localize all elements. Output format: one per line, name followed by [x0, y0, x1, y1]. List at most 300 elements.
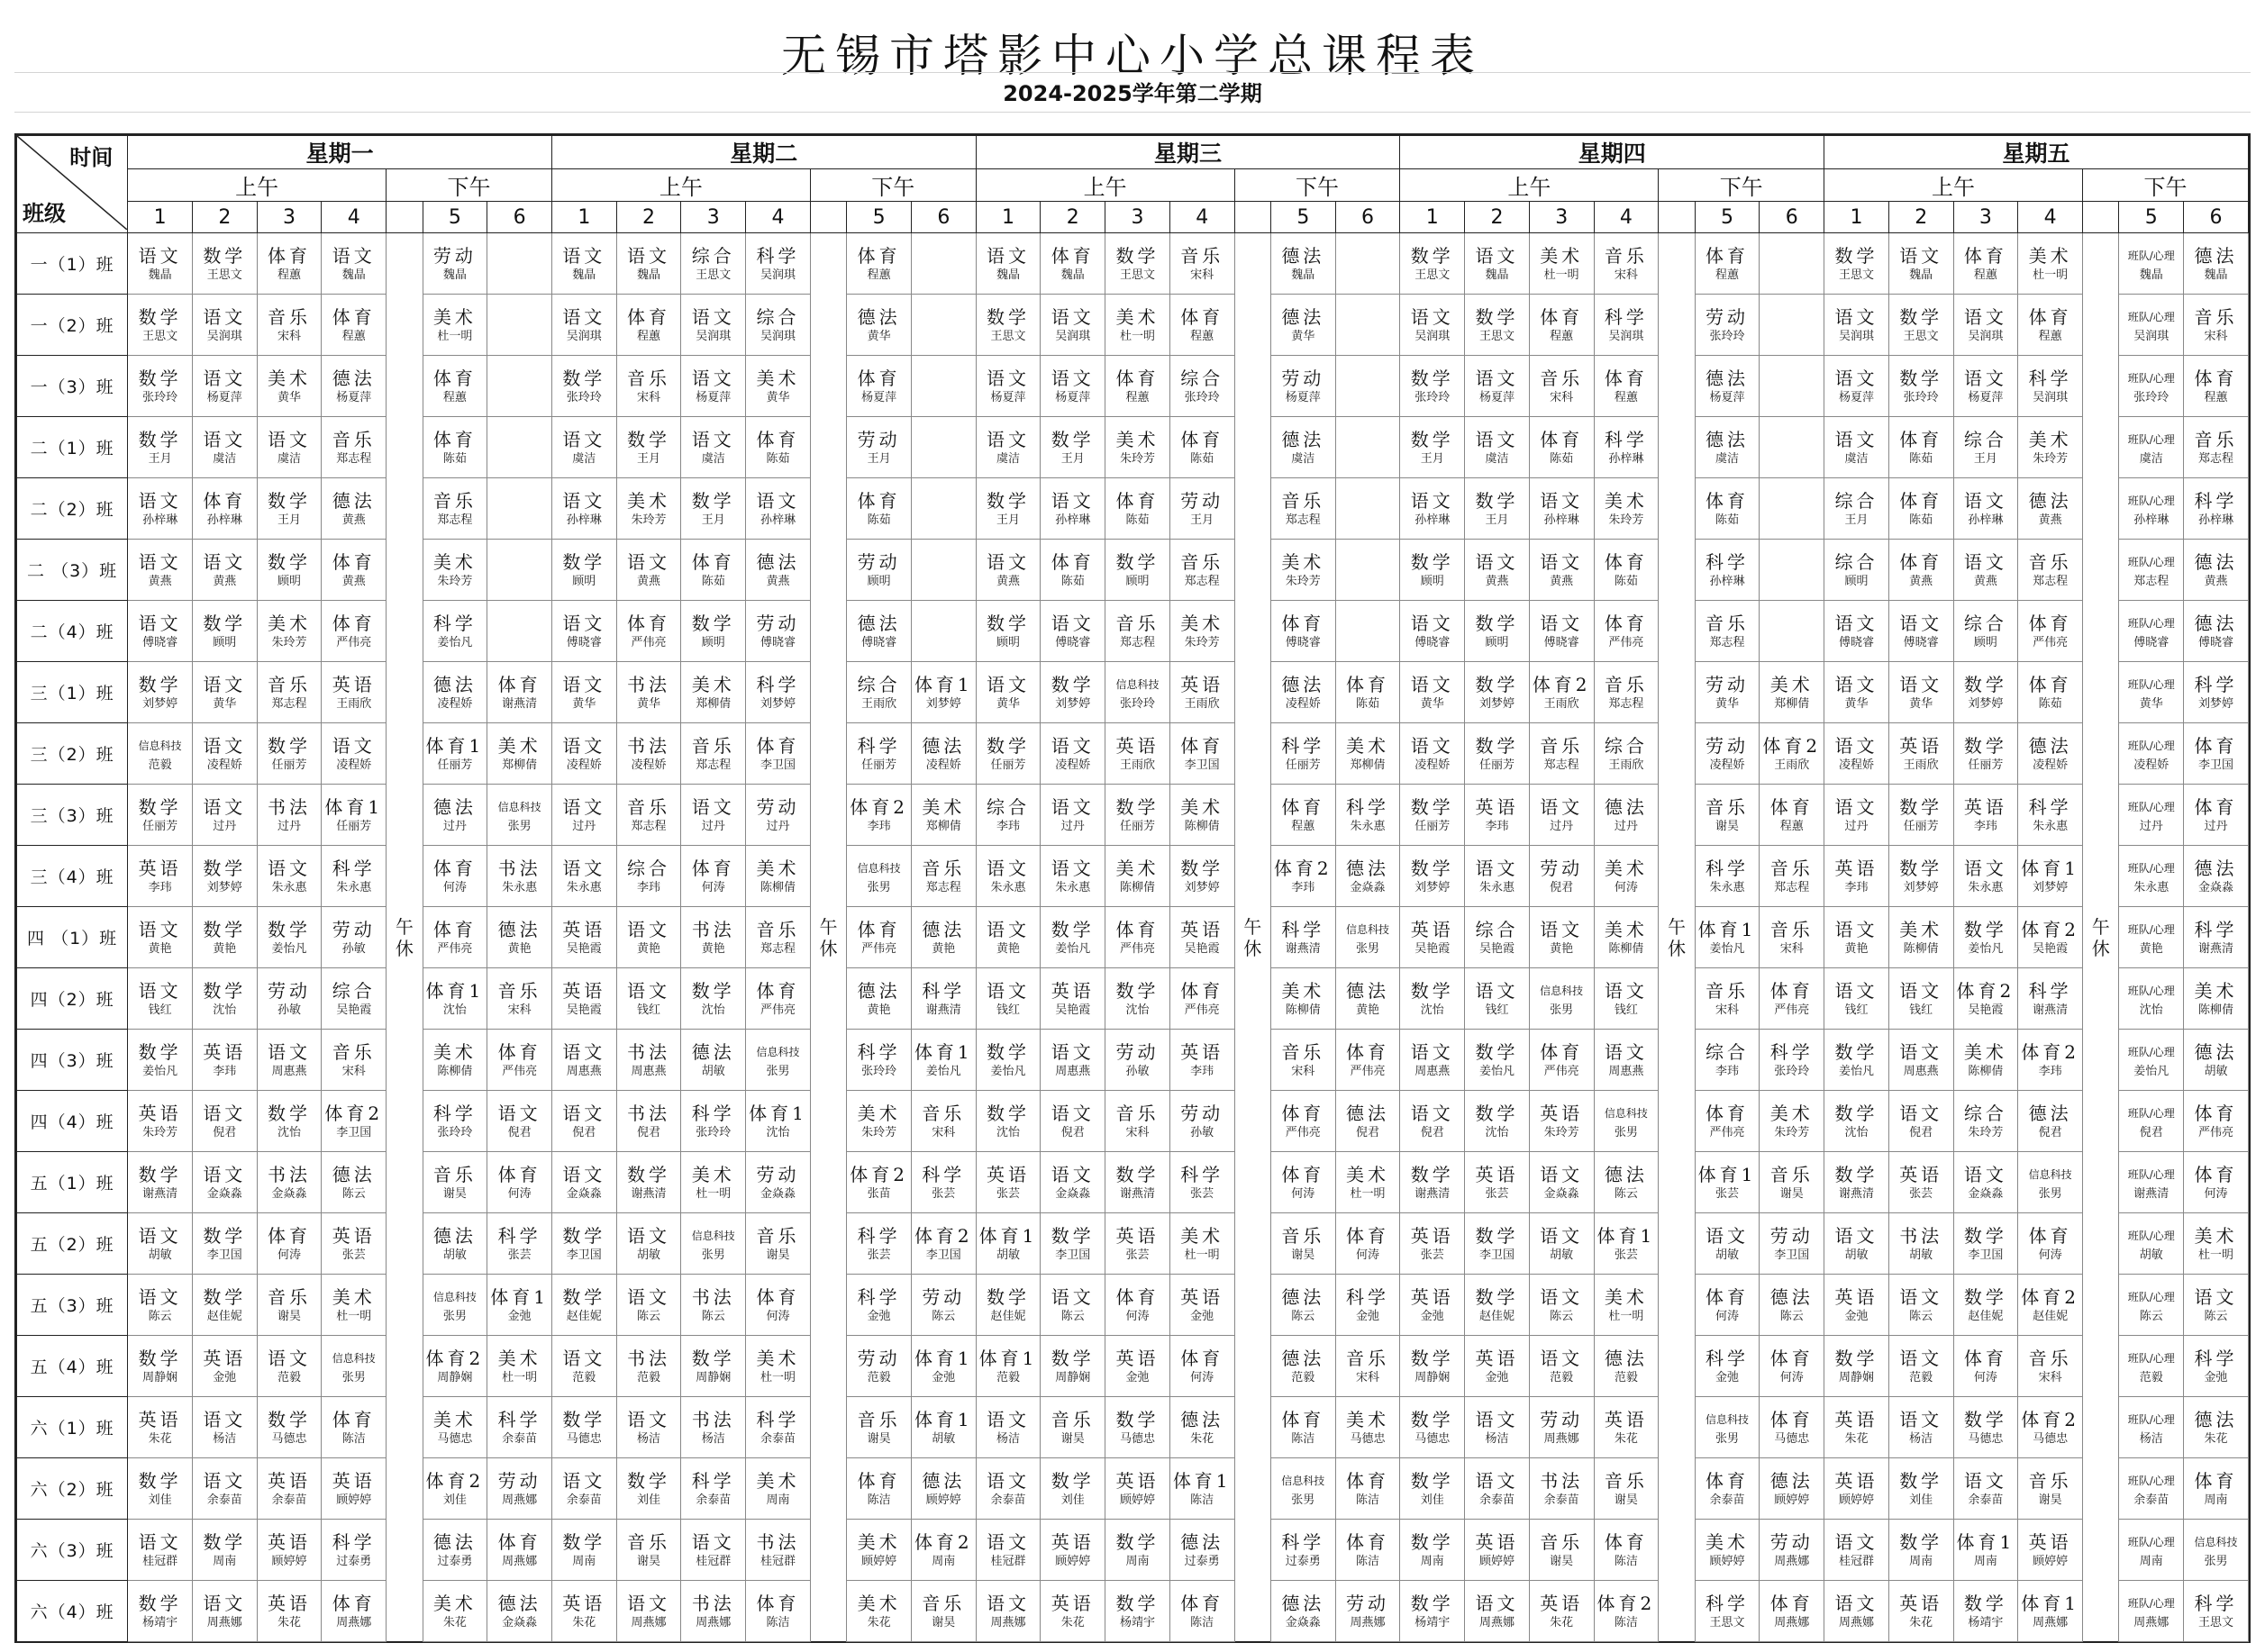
lesson-cell [1400, 356, 1465, 417]
lesson-cell [1270, 1213, 1335, 1275]
subject: 语文 [138, 1224, 182, 1247]
teacher: 胡敏 [1909, 1248, 1933, 1262]
subject: 英语 [1180, 1040, 1224, 1063]
teacher: 余泰苗 [1968, 1493, 2004, 1507]
time-label: 时间 [69, 145, 114, 170]
lesson-cell [2119, 356, 2184, 417]
subject: 语文 [1899, 1347, 1943, 1369]
subject: 体育 [627, 612, 671, 634]
teacher: 王思文 [1838, 268, 1874, 282]
subject: 数学 [1115, 795, 1160, 818]
subject: 体育 [1180, 428, 1224, 450]
lesson-cell [1594, 1336, 1659, 1397]
subject: 语文 [562, 612, 606, 634]
teacher: 凌程娇 [437, 696, 473, 711]
lesson-cell [976, 846, 1041, 907]
lesson-cell [1105, 295, 1170, 356]
teacher: 周燕娜 [990, 1615, 1026, 1629]
subject: 体育 [1604, 1530, 1648, 1553]
lesson-cell [1335, 1030, 1400, 1091]
subject: 语文 [562, 244, 606, 267]
lesson-cell [1953, 907, 2018, 968]
subject: 美术 [756, 857, 800, 879]
lesson-cell [847, 1458, 912, 1520]
morning-header: 上午 [128, 169, 387, 202]
subject: 数学 [562, 1408, 606, 1430]
period-number: 1 [551, 202, 616, 233]
subject: 班队/心理 [2127, 739, 2175, 752]
teacher: 顾明 [701, 635, 725, 649]
lesson-cell [976, 785, 1041, 846]
lesson-cell [1594, 1091, 1659, 1152]
lesson-cell [2184, 417, 2249, 478]
teacher: 姜怡凡 [1478, 1064, 1515, 1078]
lesson-cell [551, 846, 616, 907]
subject: 美术 [1604, 1285, 1648, 1308]
lesson-cell [2184, 1030, 2249, 1091]
subject: 语文 [1051, 1163, 1095, 1185]
lesson-cell [322, 1397, 387, 1458]
afternoon-header: 下午 [1234, 169, 1400, 202]
subject: 美术 [1706, 1530, 1750, 1553]
subject: 语文 [203, 1469, 247, 1492]
subject: 音乐 [332, 1040, 376, 1063]
afternoon-header: 下午 [2082, 169, 2248, 202]
lesson-cell [1169, 846, 1234, 907]
lesson-cell [1041, 662, 1105, 723]
teacher: 桂冠群 [142, 1554, 178, 1568]
subject: 语文 [987, 244, 1031, 267]
day-header: 星期二 [551, 136, 976, 169]
lesson-cell [1760, 785, 1824, 846]
subject: 音乐 [1769, 857, 1814, 879]
teacher: 倪君 [507, 1125, 532, 1139]
teacher: 张玲玲 [1414, 390, 1451, 404]
subject: 劳动 [756, 1163, 800, 1185]
teacher: 张玲玲 [2133, 390, 2169, 404]
subject: 科学 [857, 1285, 901, 1308]
teacher: 过丹 [701, 819, 725, 833]
period-gap [387, 202, 423, 233]
teacher: 傅晓睿 [142, 635, 178, 649]
lesson-cell [192, 1030, 257, 1091]
teacher: 张玲玲 [696, 1125, 732, 1139]
teacher: 周南 [1125, 1554, 1150, 1568]
subject: 音乐 [1051, 1408, 1095, 1430]
teacher: 黄艳 [2139, 941, 2163, 956]
teacher: 任丽芳 [1414, 819, 1451, 833]
subject: 数学 [1410, 550, 1454, 573]
lesson-cell [423, 968, 487, 1030]
teacher: 虞洁 [1485, 451, 1509, 466]
lesson-cell [1888, 662, 1953, 723]
lesson-cell [911, 968, 976, 1030]
teacher: 沈怡 [1420, 1003, 1444, 1017]
teacher: 严伟亮 [1184, 1003, 1220, 1017]
subject: 数学 [987, 1285, 1031, 1308]
teacher: 黄华 [1291, 329, 1315, 343]
subject: 语文 [1540, 1347, 1584, 1369]
lesson-cell [1169, 478, 1234, 540]
lesson-cell [487, 1336, 552, 1397]
teacher: 王思文 [142, 329, 178, 343]
lesson-cell [2184, 601, 2249, 662]
lesson-cell [1400, 1397, 1465, 1458]
lesson-cell [423, 723, 487, 785]
subject: 书法 [268, 795, 312, 818]
teacher: 周南 [1973, 1554, 1997, 1568]
lesson-cell [487, 1458, 552, 1520]
subject: 信息科技 [1604, 1106, 1648, 1120]
period-number: 3 [257, 202, 322, 233]
teacher: 杨洁 [1485, 1431, 1509, 1446]
lesson-cell [746, 417, 811, 478]
subject: 美术 [1604, 918, 1648, 940]
subject: 书法 [691, 1285, 735, 1308]
lesson-cell [746, 1581, 811, 1642]
subject: 语文 [1706, 1224, 1750, 1247]
teacher: 黄艳 [1844, 941, 1869, 956]
lesson-cell [257, 1091, 322, 1152]
teacher: 黄燕 [341, 513, 366, 527]
subject: 体育 [1899, 428, 1943, 450]
lesson-cell [847, 295, 912, 356]
teacher: 刘梦婷 [206, 880, 242, 894]
teacher: 张芸 [341, 1248, 366, 1262]
subject: 语文 [203, 1592, 247, 1614]
empty-cell [487, 356, 552, 417]
subject: 体育 [2194, 1163, 2238, 1185]
subject: 语文 [1963, 305, 2007, 328]
subject: 语文 [1051, 857, 1095, 879]
lesson-cell [1270, 785, 1335, 846]
lesson-cell [1529, 233, 1594, 295]
teacher: 王雨欣 [1903, 758, 1939, 772]
subject: 英语 [1899, 1163, 1943, 1185]
lesson-cell [128, 907, 193, 968]
teacher: 杨靖宇 [1414, 1615, 1451, 1629]
lesson-cell [1888, 907, 1953, 968]
lesson-cell [322, 540, 387, 601]
subject: 体育1 [1172, 1469, 1232, 1492]
teacher: 李卫国 [925, 1248, 961, 1262]
subject: 信息科技 [857, 861, 901, 875]
lesson-cell [1041, 723, 1105, 785]
subject: 德法 [432, 673, 477, 695]
lesson-cell [551, 968, 616, 1030]
subject: 体育2 [850, 795, 908, 818]
lesson-cell [746, 1336, 811, 1397]
teacher: 张芸 [867, 1248, 891, 1262]
lesson-cell [1824, 968, 1889, 1030]
teacher: 周南 [572, 1554, 596, 1568]
teacher: 何涛 [1715, 1309, 1740, 1323]
subject: 音乐 [432, 1163, 477, 1185]
lesson-cell [322, 1275, 387, 1336]
teacher: 金弛 [1485, 1370, 1509, 1384]
subject: 数学 [1180, 857, 1224, 879]
lesson-cell [746, 1030, 811, 1091]
lesson-cell [681, 1397, 746, 1458]
subject: 数学 [138, 1592, 182, 1614]
subject: 体育 [691, 550, 735, 573]
subject: 书法 [627, 1347, 671, 1369]
teacher: 朱花 [1550, 1615, 1574, 1629]
teacher: 吴润琪 [2133, 329, 2169, 343]
teacher: 顾婷婷 [1774, 1493, 1810, 1507]
subject: 语文 [562, 795, 606, 818]
lesson-cell [1270, 1030, 1335, 1091]
subject: 德法 [691, 1040, 735, 1063]
teacher: 虞洁 [1291, 451, 1315, 466]
lesson-cell [2119, 785, 2184, 846]
class-name: 二（1）班 [17, 417, 128, 478]
teacher: 朱花 [2204, 1431, 2228, 1446]
teacher: 刘梦婷 [1055, 696, 1091, 711]
teacher: 沈怡 [2139, 1003, 2163, 1017]
subject: 语文 [1899, 673, 1943, 695]
teacher: 陈洁 [766, 1615, 790, 1629]
teacher: 张男 [1614, 1125, 1638, 1139]
teacher: 谢燕清 [1119, 1186, 1155, 1201]
subject: 语文 [1899, 612, 1943, 634]
lesson-cell [1760, 968, 1824, 1030]
subject: 德法 [1281, 673, 1325, 695]
subject: 德法 [2028, 734, 2072, 757]
teacher: 范毅 [1550, 1370, 1574, 1384]
lesson-cell [423, 1581, 487, 1642]
lesson-cell [1953, 1397, 2018, 1458]
teacher: 任丽芳 [990, 758, 1026, 772]
teacher: 朱玲芳 [1285, 574, 1321, 588]
subject: 体育1 [1697, 1163, 1757, 1185]
lesson-cell [1041, 233, 1105, 295]
teacher: 金焱淼 [271, 1186, 307, 1201]
teacher: 虞洁 [572, 451, 596, 466]
teacher: 朱花 [1190, 1431, 1214, 1446]
lesson-cell [1953, 662, 2018, 723]
subject: 数学 [627, 1163, 671, 1185]
lesson-cell [192, 295, 257, 356]
lesson-cell [681, 1213, 746, 1275]
subject: 德法 [432, 1530, 477, 1553]
teacher: 程蕙 [1190, 329, 1214, 343]
subject: 语文 [1475, 857, 1519, 879]
subject: 数学 [1410, 244, 1454, 267]
subject: 体育1 [978, 1224, 1038, 1247]
lesson-cell [1953, 417, 2018, 478]
subject: 音乐 [268, 1285, 312, 1308]
lesson-cell [2184, 295, 2249, 356]
lesson-cell [1594, 1275, 1659, 1336]
lesson-cell [128, 846, 193, 907]
subject: 美术 [691, 1163, 735, 1185]
teacher: 宋科 [637, 390, 661, 404]
lesson-cell [2119, 1581, 2184, 1642]
class-row [17, 478, 2249, 540]
teacher: 姜怡凡 [925, 1064, 961, 1078]
lesson-cell [423, 478, 487, 540]
subject: 体育2 [2021, 918, 2079, 940]
lesson-cell [1594, 540, 1659, 601]
subject: 英语 [138, 1102, 182, 1124]
teacher: 刘梦婷 [925, 696, 961, 711]
period-number: 3 [1529, 202, 1594, 233]
teacher: 张玲玲 [861, 1064, 897, 1078]
subject: 语文 [1051, 1102, 1095, 1124]
class-name: 五（3）班 [17, 1275, 128, 1336]
subject: 劳动 [1769, 1224, 1814, 1247]
teacher: 陈茹 [867, 513, 891, 527]
subject: 数学 [1410, 1408, 1454, 1430]
lesson-cell [1169, 1091, 1234, 1152]
subject: 德法 [2028, 489, 2072, 512]
subject: 劳动 [1180, 489, 1224, 512]
teacher: 吴润琪 [696, 329, 732, 343]
subject: 美术 [432, 1592, 477, 1614]
teacher: 陈云 [701, 1309, 725, 1323]
subject: 科学 [2194, 918, 2238, 940]
lesson-cell [1105, 417, 1170, 478]
lesson-cell [192, 968, 257, 1030]
class-name: 一（2）班 [17, 295, 128, 356]
lesson-cell [257, 1397, 322, 1458]
teacher: 倪君 [213, 1125, 237, 1139]
teacher: 凌程娇 [1055, 758, 1091, 772]
subject: 数学 [1115, 1163, 1160, 1185]
subject: 体育 [1180, 734, 1224, 757]
teacher: 金弛 [932, 1370, 956, 1384]
lesson-cell [2018, 1336, 2083, 1397]
subject: 数学 [1115, 550, 1160, 573]
teacher: 杨夏萍 [696, 390, 732, 404]
lesson-cell [1953, 968, 2018, 1030]
subject: 美术 [922, 795, 966, 818]
teacher: 黄燕 [2204, 574, 2228, 588]
lesson-cell [1335, 785, 1400, 846]
teacher: 朱永惠 [1478, 880, 1515, 894]
subject: 综合 [332, 979, 376, 1002]
teacher: 陈茹 [1060, 574, 1085, 588]
lesson-cell [487, 662, 552, 723]
subject: 科学 [1281, 1530, 1325, 1553]
lesson-cell [1105, 723, 1170, 785]
lesson-cell [2018, 1152, 2083, 1213]
teacher: 陈茹 [2038, 696, 2062, 711]
subject: 体育 [1346, 1040, 1390, 1063]
teacher: 黄艳 [932, 941, 956, 956]
lesson-cell [746, 785, 811, 846]
subject: 美术 [1180, 795, 1224, 818]
subject: 书法 [1899, 1224, 1943, 1247]
lesson-cell [2184, 478, 2249, 540]
lesson-cell [1105, 662, 1170, 723]
teacher: 陈柳倩 [1608, 941, 1644, 956]
subject: 语文 [268, 428, 312, 450]
lesson-cell [976, 1152, 1041, 1213]
lesson-cell [257, 846, 322, 907]
lesson-cell [128, 233, 193, 295]
subject: 英语 [332, 1224, 376, 1247]
teacher: 虞洁 [213, 451, 237, 466]
subject: 音乐 [1115, 612, 1160, 634]
teacher: 余泰苗 [271, 1493, 307, 1507]
lesson-cell [2018, 907, 2083, 968]
lesson-cell [616, 1397, 681, 1458]
subject: 音乐 [332, 428, 376, 450]
subject: 语文 [1475, 550, 1519, 573]
period-number: 2 [1888, 202, 1953, 233]
lesson-cell [616, 601, 681, 662]
lesson-cell [746, 601, 811, 662]
lesson-cell [1335, 1275, 1400, 1336]
lesson-cell [1824, 478, 1889, 540]
subject: 科学 [2028, 795, 2072, 818]
subject: 班队/心理 [2127, 555, 2175, 568]
lesson-cell [616, 1336, 681, 1397]
subject: 体育2 [2021, 1040, 2079, 1063]
lesson-cell [1169, 968, 1234, 1030]
lesson-cell [1888, 1213, 1953, 1275]
subject: 数学 [691, 612, 735, 634]
subject: 体育 [432, 367, 477, 389]
lesson-cell [551, 540, 616, 601]
teacher: 何涛 [1125, 1309, 1150, 1323]
lesson-cell [1953, 1152, 2018, 1213]
subject: 数学 [268, 1102, 312, 1124]
subject: 体育 [756, 979, 800, 1002]
subject: 英语 [138, 857, 182, 879]
lesson-cell [746, 1397, 811, 1458]
subject: 体育 [857, 1469, 901, 1492]
subject: 劳动 [1769, 1530, 1814, 1553]
subject: 美术 [497, 1347, 541, 1369]
lesson-cell [1824, 356, 1889, 417]
subject: 数学 [987, 489, 1031, 512]
subject: 班队/心理 [2127, 1167, 2175, 1181]
subject: 体育 [432, 428, 477, 450]
subject: 数学 [1963, 1285, 2007, 1308]
subject: 语文 [1604, 1040, 1648, 1063]
subject: 数学 [1834, 1102, 1878, 1124]
lesson-cell [1270, 907, 1335, 968]
teacher: 钱红 [148, 1003, 172, 1017]
teacher: 朱花 [1060, 1615, 1085, 1629]
teacher: 沈怡 [996, 1125, 1021, 1139]
subject: 语文 [1963, 367, 2007, 389]
lesson-cell [1400, 1458, 1465, 1520]
lesson-cell [911, 662, 976, 723]
morning-header: 上午 [1400, 169, 1659, 202]
teacher: 宋科 [507, 1003, 532, 1017]
subject: 语文 [987, 1469, 1031, 1492]
morning-header: 上午 [976, 169, 1234, 202]
class-row [17, 233, 2249, 295]
lesson-cell [1105, 1581, 1170, 1642]
lesson-cell [257, 907, 322, 968]
lesson-cell [192, 846, 257, 907]
lesson-cell [1888, 723, 1953, 785]
teacher: 谢燕清 [1285, 941, 1321, 956]
noon-break [1659, 233, 1695, 1642]
lesson-cell [1695, 1336, 1760, 1397]
subject: 英语 [1834, 1408, 1878, 1430]
teacher: 姜怡凡 [990, 1064, 1026, 1078]
empty-cell [911, 356, 976, 417]
lesson-cell [322, 1520, 387, 1581]
subject: 德法 [1604, 795, 1648, 818]
teacher: 程蕙 [1291, 819, 1315, 833]
